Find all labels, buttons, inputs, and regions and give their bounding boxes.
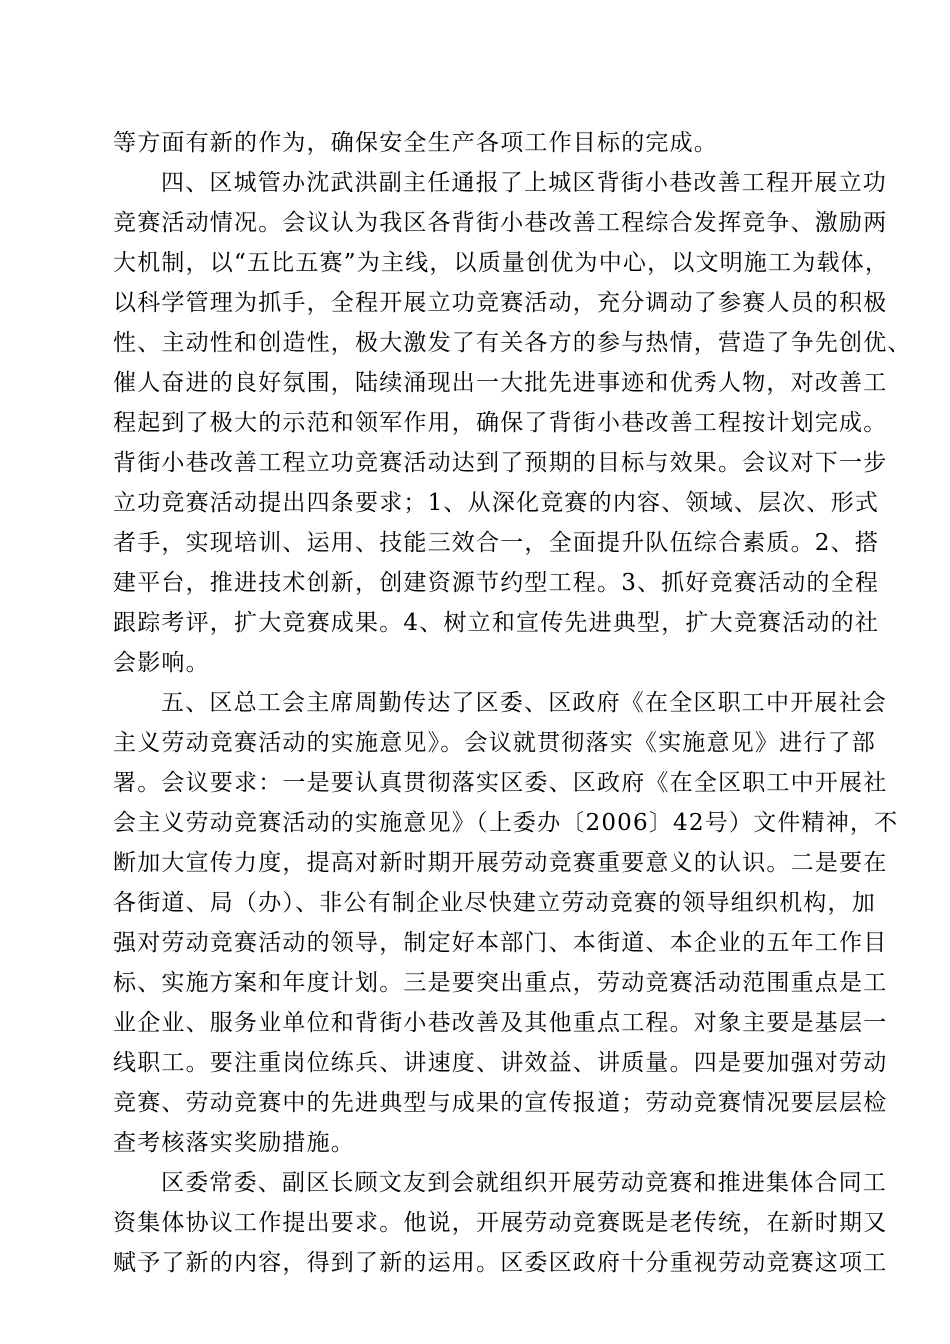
text-line: 资集体协议工作提出要求。他说，开展劳动竞赛既是老传统，在新时期又 xyxy=(113,1210,888,1236)
text-line: 以科学管理为抓手，全程开展立功竞赛活动，充分调动了参赛人员的积极 xyxy=(113,290,888,316)
text-line: 者手，实现培训、运用、技能三效合一，全面提升队伍综合素质。2、搭 xyxy=(113,530,880,556)
text-line: 建平台，推进技术创新，创建资源节约型工程。3、抓好竞赛活动的全程 xyxy=(113,570,880,596)
text-line: 业企业、服务业单位和背街小巷改善及其他重点工程。对象主要是基层一 xyxy=(113,1010,888,1036)
text-line: 四、区城管办沈武洪副主任通报了上城区背街小巷改善工程开展立功 xyxy=(161,170,887,196)
paragraph xyxy=(113,683,899,1163)
text-line: 主义劳动竞赛活动的实施意见》。会议就贯彻落实《实施意见》进行了部 xyxy=(113,730,876,756)
paragraph xyxy=(113,123,833,163)
text-line: 竞赛、劳动竞赛中的先进典型与成果的宣传报道；劳动竞赛情况要层层检 xyxy=(113,1090,888,1116)
text-line: 程起到了极大的示范和领军作用，确保了背街小巷改善工程按计划完成。 xyxy=(113,410,888,436)
text-line: 赋予了新的内容，得到了新的运用。区委区政府十分重视劳动竞赛这项工 xyxy=(113,1250,888,1276)
text-line: 性、主动性和创造性，极大激发了有关各方的参与热情，营造了争先创优、 xyxy=(113,330,912,356)
document-body xyxy=(113,123,912,1283)
text-line: 标、实施方案和年度计划。三是要突出重点，劳动竞赛活动范围重点是工 xyxy=(113,970,888,996)
text-line: 大机制，以“五比五赛”为主线，以质量创优为中心，以文明施工为载体， xyxy=(113,250,890,276)
text-line: 催人奋进的良好氛围，陆续涌现出一大批先进事迹和优秀人物，对改善工 xyxy=(113,370,888,396)
text-line: 线职工。要注重岗位练兵、讲速度、讲效益、讲质量。四是要加强对劳动 xyxy=(113,1050,888,1076)
text-line: 会主义劳动竞赛活动的实施意见》（上委办〔2006〕42号）文件精神，不 xyxy=(113,810,899,836)
paragraph xyxy=(113,1163,888,1283)
text-line: 各街道、局（办）、非公有制企业尽快建立劳动竞赛的领导组织机构，加 xyxy=(113,890,876,916)
text-line: 断加大宣传力度，提高对新时期开展劳动竞赛重要意义的认识。二是要在 xyxy=(113,850,888,876)
text-line: 署。会议要求：一是要认真贯彻落实区委、区政府《在全区职工中开展社 xyxy=(113,770,888,796)
text-line: 五、区总工会主席周勤传达了区委、区政府《在全区职工中开展社会 xyxy=(161,690,887,716)
text-line: 会影响。 xyxy=(113,650,210,676)
text-line: 立功竞赛活动提出四条要求；1、从深化竞赛的内容、领域、层次、形式 xyxy=(113,490,880,516)
text-line: 等方面有新的作为，确保安全生产各项工作目标的完成。 xyxy=(113,130,718,156)
text-line: 跟踪考评，扩大竞赛成果。4、树立和宣传先进典型，扩大竞赛活动的社 xyxy=(113,610,880,636)
text-line: 查考核落实奖励措施。 xyxy=(113,1130,355,1156)
text-line: 强对劳动竞赛活动的领导，制定好本部门、本街道、本企业的五年工作目 xyxy=(113,930,888,956)
text-line: 竞赛活动情况。会议认为我区各背街小巷改善工程综合发挥竞争、激励两 xyxy=(113,210,888,236)
paragraph xyxy=(113,163,912,683)
text-line: 区委常委、副区长顾文友到会就组织开展劳动竞赛和推进集体合同工 xyxy=(161,1170,887,1196)
text-line: 背街小巷改善工程立功竞赛活动达到了预期的目标与效果。会议对下一步 xyxy=(113,450,888,476)
